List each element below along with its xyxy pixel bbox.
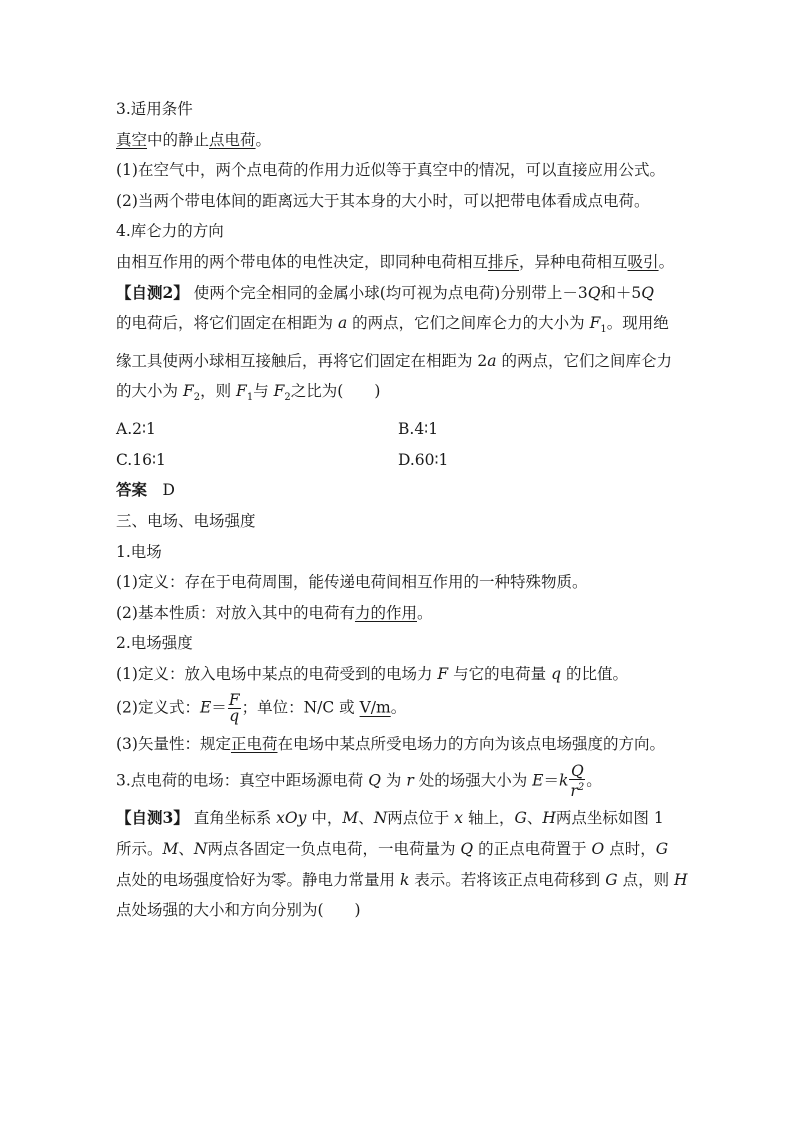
field-property: (2)基本性质：对放入其中的电荷有力的作用。 [116,603,433,622]
subtitle-field-strength: 2.电场强度 [116,634,193,653]
option-d[interactable]: D.60∶1 [398,450,449,469]
subtitle-conditions: 3.适用条件 [116,100,193,118]
answer-value: D [162,481,175,500]
subtitle-electric-field: 1.电场 [116,542,162,561]
question-2-options-row-2 [116,449,692,471]
question-2-line-3: 缘工具使两小球相互接触后，再将它们固定在相距为 2a 的两点，它们之间库仑力 [116,351,672,370]
field-strength-definition: (1)定义：放入电场中某点的电荷受到的电场力 F 与它的电荷量 q 的比值。 [116,664,628,683]
field-definition: (1)定义：存在于电荷周围，能传递电荷间相互作用的一种特殊物质。 [116,573,588,592]
term-attract: 吸引 [627,252,659,271]
coulomb-direction-text: 由相互作用的两个带电体的电性决定，即同种电荷相互排斥，异种电荷相互吸引。 [116,252,675,271]
question-3-line-1: 【自测3】 直角坐标系 xOy 中，M、N两点位于 x 轴上，G、H两点坐标如图 1 [116,808,664,828]
question-3-line-4: 点处场强的大小和方向分别为( ) [116,901,361,920]
question-3-line-3: 点处的电场强度恰好为零。静电力常量用 k 表示。若将该正点电荷移到 G 点，则 H [116,870,688,889]
condition-note-1: (1)在空气中，两个点电荷的作用力近似等于真空中的情况，可以直接应用公式。 [116,161,665,180]
option-c[interactable]: C.16∶1 [116,450,166,469]
term-point-charge: 点电荷 [209,130,256,149]
answer-label: 答案 [116,480,148,500]
question-2-line-1: 【自测2】 使两个完全相同的金属小球(均可视为点电荷)分别带上－3Q和＋5Q [116,282,654,302]
question-3-tag: 【自测3】 [116,808,189,828]
field-strength-formula: (2)定义式：E＝ $\frac{F}{q}$ ；单位：N/C 或 V/m。 [116,691,407,726]
field-vector-property: (3)矢量性：规定正电荷在电场中某点所受电场力的方向为该点电场强度的方向。 [116,735,665,754]
option-a[interactable]: A.2∶1 [116,420,156,439]
page-content [116,98,692,930]
question-2-line-2: 的电荷后，将它们固定在相距为 a 的两点，它们之间库仑力的大小为 $F_1$。现用绝 [116,314,669,336]
fraction-q-over-r-squared: $\frac{Q}{r^2}$ [570,761,585,800]
question-2-tag: 【自测2】 [116,282,189,302]
option-b[interactable]: B.4∶1 [398,420,439,439]
question-2-answer [116,479,692,501]
fraction-f-over-q: $\frac{F}{q}$ [228,691,240,726]
term-positive-charge: 正电荷 [230,735,278,754]
question-3-line-2: 所示。M、N两点各固定一负点电荷，一电荷量为 Q 的正点电荷置于 O 点时，G [116,840,669,858]
term-force-action: 力的作用 [354,603,417,622]
section-heading-electric-field: 三、电场、电场强度 [116,511,256,530]
unit-v-per-m: V/m [359,698,391,717]
point-charge-field: 3.点电荷的电场：真空中距场源电荷 Q 为 r 处的场强大小为 E＝k $\frac{Q}{r^2}$ 。 [116,761,602,800]
condition-text: 真空中的静止点电荷。 [116,130,272,149]
term-vacuum: 真空 [116,130,148,149]
term-repel: 排斥 [488,252,520,271]
question-2-line-4: 的大小为 $F_2$，则 $F_1$与 $F_2$之比为( ) [116,382,381,404]
question-2-options-row-1 [116,418,692,440]
condition-note-2: (2)当两个带电体间的距离远大于其本身的大小时，可以把带电体看成点电荷。 [116,191,650,210]
subtitle-coulomb-direction: 4.库仑力的方向 [116,222,224,241]
